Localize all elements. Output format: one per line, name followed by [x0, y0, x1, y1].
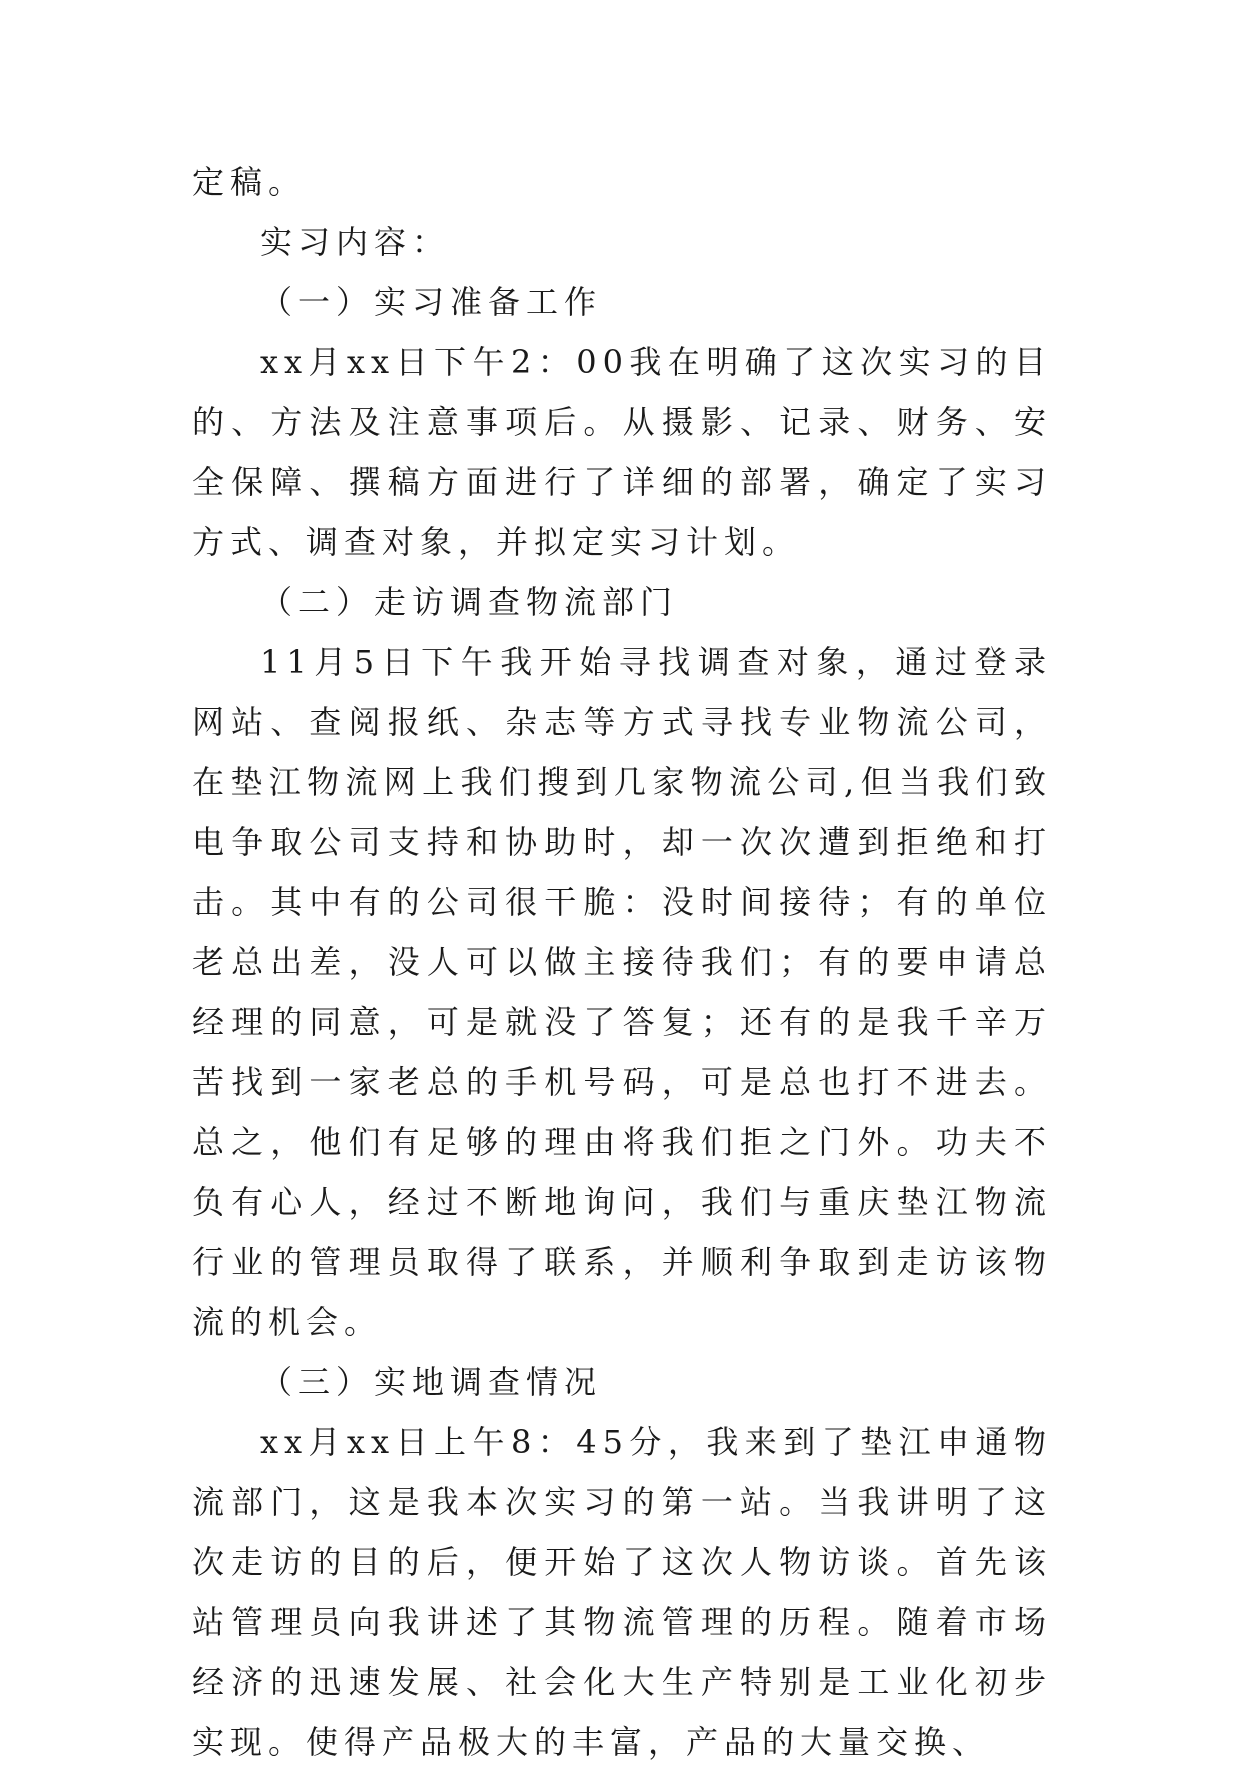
section-label: 实习内容： [260, 223, 451, 261]
document-body [192, 152, 1052, 1772]
section-heading-field-survey: （三）实地调查情况 [260, 1363, 603, 1401]
paragraph-visit: 11月5日下午我开始寻找调查对象，通过登录网站、查阅报纸、杂志等方式寻找专业物流公司，在垫江物流网上我们搜到几家物流公司,但当我们致电争取公司支持和协助时，却一次次遭到拒绝和打击。其中有的公司很干脆：没时间接待；有的单位老总出差，没人可以做主接待我们；有的要申请总经理的同意，可是就没了答复；还有的是我千辛万苦找到一家老总的手机号码，可是总也打不进去。总之，他们有足够的理由将我们拒之门外。功夫不负有心人，经过不断地询问，我们与重庆垫江物流行业的管理员取得了联系，并顺利争取到走访该物流的机会。 [192, 643, 1052, 1341]
section-heading-visit: （二）走访调查物流部门 [260, 583, 679, 621]
paragraph-field-survey: xx月xx日上午8：45分，我来到了垫江申通物流部门，这是我本次实习的第一站。当我讲明了这次走访的目的后，便开始了这次人物访谈。首先该站管理员向我讲述了其物流管理的历程。随着市场经济的迅速发展、社会化大生产特别是工业化初步实现。使得产品极大的丰富，产品的大量交换、 [192, 1423, 1052, 1761]
section-heading-preparation: （一）实习准备工作 [260, 283, 603, 321]
paragraph-preparation: xx月xx日下午2：00我在明确了这次实习的目的、方法及注意事项后。从摄影、记录、财务、安全保障、撰稿方面进行了详细的部署，确定了实习方式、调查对象，并拟定实习计划。 [192, 343, 1052, 561]
paragraph-continuation: 定稿。 [192, 163, 307, 201]
